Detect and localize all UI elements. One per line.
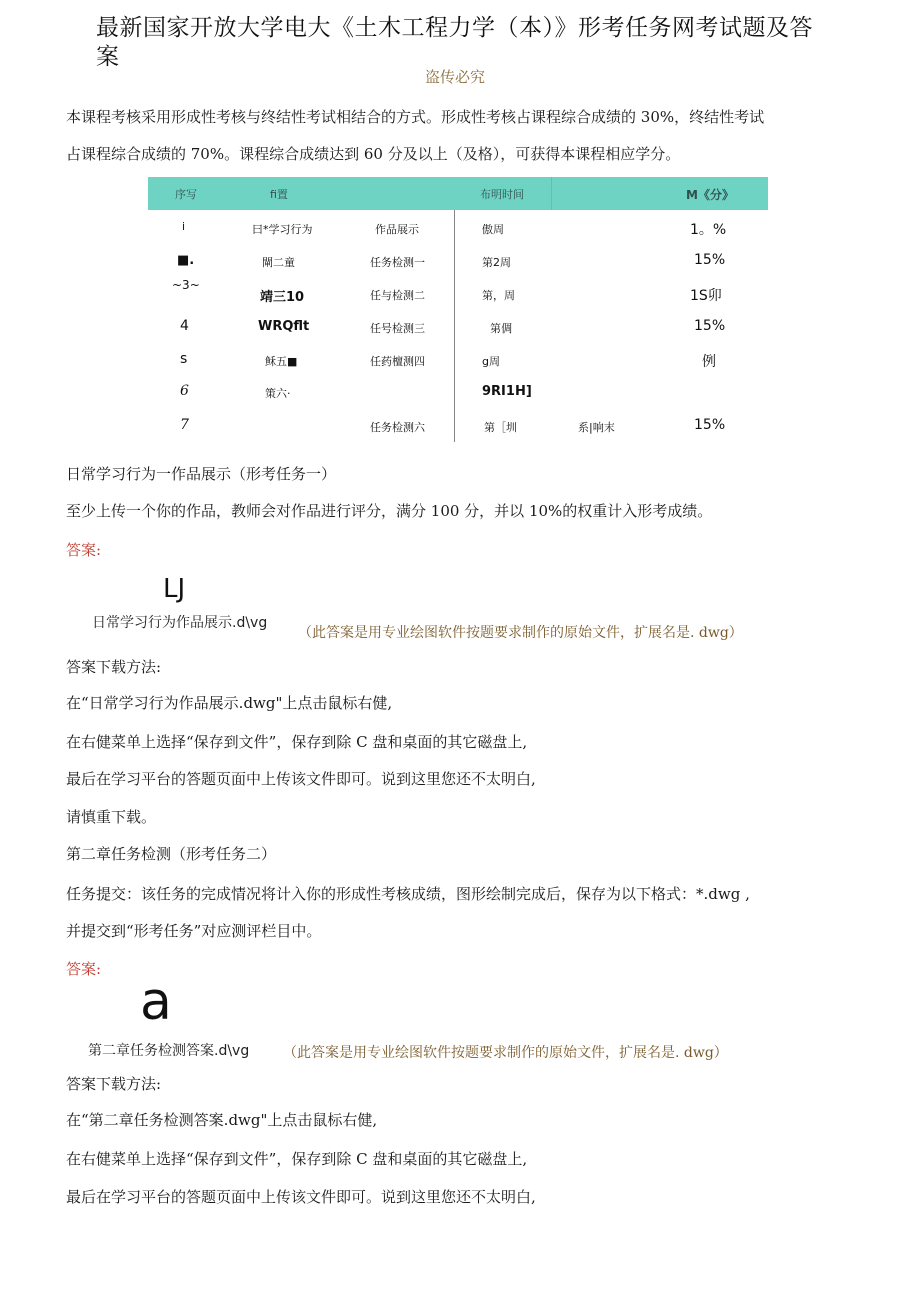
intro-line-2: 占课程综合成绩的 70%。课程综合成绩达到 60 分及以上（及格），可获得本课程相应学分。 — [66, 145, 681, 163]
table-row-3-task: 任与检测二 — [370, 289, 425, 302]
section-2-description-line-2: 并提交到“形考任务”对应测评栏目中。 — [66, 922, 322, 940]
dwg-file-icon[interactable]: LJ — [163, 574, 186, 604]
dwg-file-icon[interactable]: a — [140, 972, 172, 1032]
table-row-3-time: 第，周 — [482, 289, 515, 302]
section-2-step-2: 在右健菜单上选择“保存到文件”，保存到除 C 盘和桌面的其它磁盘上, — [66, 1150, 528, 1168]
table-row-5-task: 任药檀测四 — [370, 355, 425, 368]
table-row-1-no: i — [182, 220, 186, 233]
section-2-answer-label: 答案: — [66, 960, 102, 978]
table-row-1-score: 1。% — [690, 222, 727, 238]
document-subtitle: 盗传必究 — [425, 68, 486, 86]
table-row-5-chapter: 稣五■ — [265, 355, 298, 368]
section-1-step-3: 最后在学习平台的答题页面中上传该文件即可。说到这里您还不太明白, — [66, 770, 536, 788]
intro-line-1: 本课程考核采用形成性考核与终结性考试相结合的方式。形成性考核占课程综合成绩的 30%，终结性考试 — [66, 108, 765, 126]
table-row-2-task: 任务检测一 — [370, 256, 425, 269]
table-row-6-chapter: 策六· — [265, 387, 291, 400]
table-row-7-no: 7 — [180, 417, 189, 433]
table-row-1-time: 傲周 — [482, 223, 504, 236]
table-row-7-task: 任务检测六 — [370, 421, 425, 434]
table-row-4-chapter: WRQflt — [258, 319, 310, 334]
table-row-3-chapter: 靖三10 — [260, 290, 305, 305]
table-row-2-no: ■. — [177, 253, 195, 268]
table-row-7-time: 第［圳 — [484, 421, 517, 434]
header-score: M《分》 — [686, 188, 734, 202]
table-row-2-time: 第2周 — [482, 256, 511, 269]
section-1-step-4: 请慎重下载。 — [66, 808, 157, 826]
section-1-step-1: 在“日常学习行为作品展示.dwg"上点击鼠标右健, — [66, 694, 393, 712]
table-row-3-no: ~3~ — [172, 278, 200, 292]
table-row-3-score: 1S卯 — [690, 288, 722, 304]
section-1-file-name[interactable]: 日常学习行为作品展示.d\vg — [92, 615, 268, 631]
table-row-7-extra: 系|响末 — [578, 421, 615, 434]
table-row-6-no: 6 — [180, 383, 189, 399]
section-1-answer-label: 答案: — [66, 541, 102, 559]
table-row-5-score: 例 — [702, 354, 716, 370]
section-1-download-title: 答案下载方法: — [66, 658, 162, 676]
table-row-6-time: 9RI1H] — [482, 384, 532, 399]
section-1-heading: 日常学习行为一作品展示（形考任务一） — [66, 465, 337, 483]
section-2-heading: 第二章任务检测（形考任务二） — [66, 845, 277, 863]
section-1-description: 至少上传一个你的作品，教师会对作品进行评分，满分 100 分，并以 10%的权重计入形考成绩。 — [66, 502, 713, 520]
section-2-file-note: （此答案是用专业绘图软件按题要求制作的原始文件，扩展名是. dwg） — [283, 1045, 728, 1061]
header-time: 布明时间 — [480, 188, 524, 201]
document-title: 最新国家开放大学电大《土木工程力学（本）》形考任务网考试题及答案 — [96, 15, 813, 70]
section-1-step-2: 在右健菜单上选择“保存到文件”，保存到除 C 盘和桌面的其它磁盘上, — [66, 733, 528, 751]
header-divider — [551, 177, 552, 210]
section-2-file-name[interactable]: 第二章任务检测答案.d\vg — [88, 1043, 250, 1059]
table-row-1-task: 作品展示 — [375, 223, 419, 236]
table-row-4-time: 第倜 — [490, 322, 512, 335]
section-2-step-3: 最后在学习平台的答题页面中上传该文件即可。说到这里您还不太明白, — [66, 1188, 536, 1206]
table-row-2-score: 15% — [694, 252, 726, 268]
table-row-7-score: 15% — [694, 417, 726, 433]
header-no: 序写 — [175, 188, 197, 201]
section-1-file-note: （此答案是用专业绘图软件按题要求制作的原始文件，扩展名是. dwg） — [298, 625, 743, 641]
table-row-5-no: s — [180, 351, 188, 367]
table-header-row — [148, 177, 768, 210]
section-2-download-title: 答案下载方法: — [66, 1075, 162, 1093]
table-column-divider — [454, 210, 455, 442]
header-chapter: fi置 — [270, 188, 288, 201]
table-row-4-task: 任号检测三 — [370, 322, 425, 335]
table-row-1-chapter: 曰*学习行为 — [252, 223, 313, 236]
table-row-2-chapter: 閘二童 — [262, 256, 295, 269]
table-row-5-time: g周 — [482, 355, 500, 368]
section-2-step-1: 在“第二章任务检测答案.dwg"上点击鼠标右健, — [66, 1111, 378, 1129]
table-row-4-score: 15% — [694, 318, 726, 334]
table-row-4-no: 4 — [180, 318, 189, 334]
section-2-description-line-1: 任务提交：该任务的完成情况将计入你的形成性考核成绩，图形绘制完成后，保存为以下格式：*.dwg , — [66, 885, 750, 903]
